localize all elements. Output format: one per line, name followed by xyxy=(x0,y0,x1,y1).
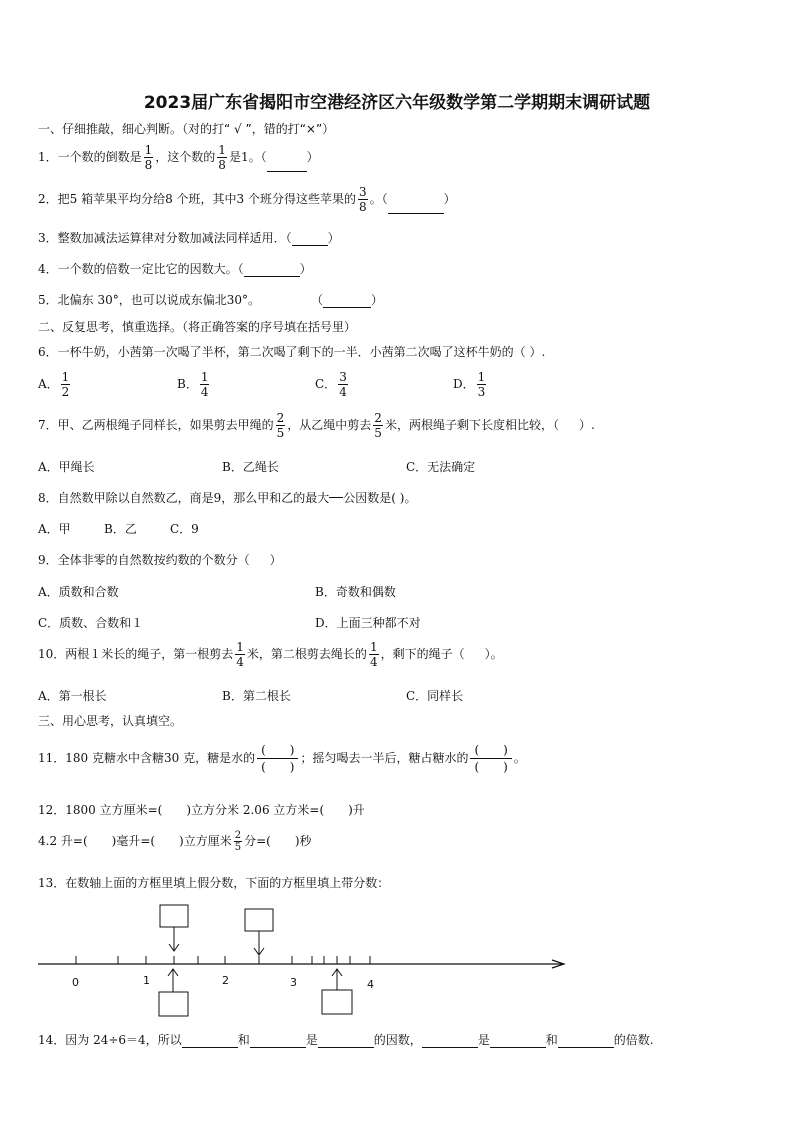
option-c[interactable]: C．同样长 xyxy=(406,689,464,703)
fraction: $\frac{1}{8}$ xyxy=(218,143,226,172)
top-answer-box-2 xyxy=(245,909,273,931)
fraction: $\frac{1}{8}$ xyxy=(144,143,153,172)
section-3-heading: 三、用心思考，认真填空。 xyxy=(38,714,183,728)
answer-blank[interactable] xyxy=(267,159,307,172)
question-13: 13．在数轴上面的方框里填上假分数，下面的方框里填上带分数： xyxy=(38,876,390,890)
question-12-line-1: 12．1800 立方厘米=( )立方分米 2.06 立方米=( )升 xyxy=(38,803,365,817)
answer-blank[interactable] xyxy=(323,295,371,308)
answer-blank[interactable] xyxy=(244,264,300,277)
answer-blank[interactable] xyxy=(250,1035,306,1048)
answer-blank[interactable] xyxy=(318,1035,374,1048)
answer-blank[interactable] xyxy=(182,1035,238,1048)
q1-text-b: ，这个数的 xyxy=(155,150,216,164)
question-12-line-2: 4.2 升=( )毫升=( )立方厘米 $\frac{2}{5}$ 分=( )秒 xyxy=(38,830,312,853)
answer-fraction[interactable]: ( ) ( ) xyxy=(257,742,298,775)
question-3: 3．整数加减法运算律对分数加减法同样适用．（ ） xyxy=(38,231,340,245)
section-1-heading: 一、仔细推敲，细心判断。（对的打“ √ ”，错的打“×”） xyxy=(38,122,335,136)
answer-blank[interactable] xyxy=(490,1035,546,1048)
question-4: 4．一个数的倍数一定比它的因数大。（ ） xyxy=(38,262,312,276)
option-a[interactable]: A．质数和合数 xyxy=(38,585,119,599)
question-10: 10．两根１米长的绳子，第一根剪去 $\frac{1}{4}$ 米，第二根剪去绳长的 $\frac{1}{4}$ ，剩下的绳子（ ）。 xyxy=(38,640,503,669)
answer-blank[interactable] xyxy=(292,233,328,246)
tick-label-0: 0 xyxy=(72,976,79,989)
question-2: 2．把5 箱苹果平均分给8 个班，其中3 个班分得这些苹果的 $\frac{3}{8}$ 。（ ） xyxy=(38,185,456,214)
option-d[interactable]: D．上面三种都不对 xyxy=(315,616,421,630)
option-b[interactable]: B．乙 xyxy=(104,522,137,536)
answer-fraction[interactable]: ( ) ( ) xyxy=(470,742,511,775)
option-c[interactable]: C．质数、合数和１ xyxy=(38,616,144,630)
tick-label-2: 2 xyxy=(222,974,229,987)
bottom-answer-box-1 xyxy=(159,992,188,1016)
option-c[interactable]: C．无法确定 xyxy=(406,460,476,474)
option-c[interactable]: C． $\frac{3}{4}$ xyxy=(315,370,347,399)
question-9: 9．全体非零的自然数按约数的个数分（ ） xyxy=(38,553,282,567)
option-b[interactable]: B．奇数和偶数 xyxy=(315,585,396,599)
fraction: $\frac{3}{8}$ xyxy=(359,185,367,214)
question-11: 11．180 克糖水中含糖30 克，糖是水的 ( ) ( ) ；摇匀喝去一半后，糖占糖水的 ( ) ( ) 。 xyxy=(38,743,526,774)
question-1: 1．一个数的倒数是 $\frac{1}{8}$ ，这个数的 $\frac{1}{8}$ 是1。（ ） xyxy=(38,143,319,172)
answer-blank[interactable] xyxy=(388,201,444,214)
question-7: 7．甲、乙两根绳子同样长，如果剪去甲绳的 $\frac{2}{5}$ ，从乙绳中剪去 $\frac{2}{5}$ 米，两根绳子剩下长度相比较，（ ）. xyxy=(38,411,595,440)
bottom-answer-box-2 xyxy=(322,990,352,1014)
question-8: 8．自然数甲除以自然数乙，商是9，那么甲和乙的最大 公因数是( )。 xyxy=(38,491,417,505)
q1-text-c: 是1。（ xyxy=(228,150,267,164)
question-14: 14．因为 24÷6＝4，所以 和 是 的因数， 是 和 的倍数. xyxy=(38,1033,654,1047)
tick-label-3: 3 xyxy=(290,976,297,989)
top-answer-box-1 xyxy=(160,905,188,927)
option-a[interactable]: A．甲 xyxy=(38,522,71,536)
option-a[interactable]: A．甲绳长 xyxy=(38,460,95,474)
question-5: 5．北偏东 30°，也可以说成东偏北30°。 （ ） xyxy=(38,293,384,307)
tick-label-1: 1 xyxy=(143,974,150,987)
answer-blank[interactable] xyxy=(422,1035,478,1048)
option-a[interactable]: A． $\frac{1}{2}$ xyxy=(38,370,70,399)
q1-text-a: 1．一个数的倒数是 xyxy=(38,150,142,164)
question-6: 6．一杯牛奶，小茜第一次喝了半杯，第二次喝了剩下的一半．小茜第二次喝了这杯牛奶的（ ）. xyxy=(38,345,546,359)
option-b[interactable]: B．第二根长 xyxy=(222,689,291,703)
option-d[interactable]: D． $\frac{1}{3}$ xyxy=(453,370,486,399)
number-line-figure xyxy=(0,900,794,1030)
tick-marks xyxy=(76,956,370,964)
page-title: 2023届广东省揭阳市空港经济区六年级数学第二学期期末调研试题 xyxy=(143,93,651,113)
tick-label-4: 4 xyxy=(367,978,374,991)
option-b[interactable]: B． $\frac{1}{4}$ xyxy=(177,370,209,399)
option-a[interactable]: A．第一根长 xyxy=(38,689,107,703)
option-c[interactable]: C．9 xyxy=(170,522,199,536)
option-b[interactable]: B．乙绳长 xyxy=(222,460,279,474)
section-2-heading: 二、反复思考，慎重选择。（将正确答案的序号填在括号里） xyxy=(38,320,357,334)
answer-blank[interactable] xyxy=(558,1035,614,1048)
